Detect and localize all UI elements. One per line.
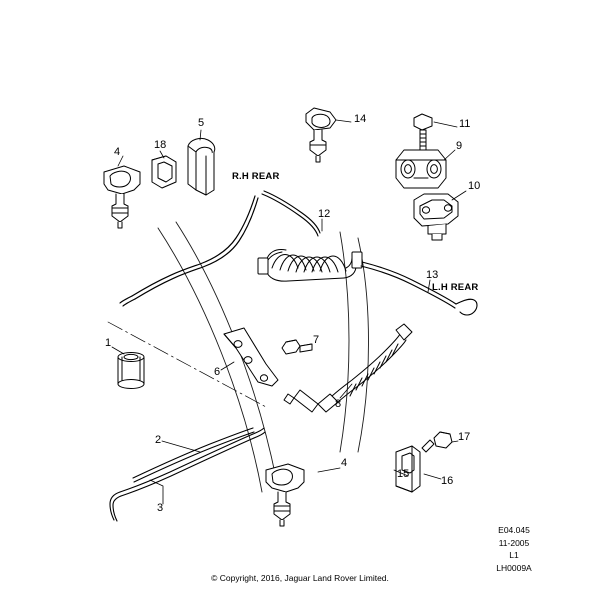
drawing-variant: L1 xyxy=(509,550,519,560)
callout-9: 9 xyxy=(456,140,463,152)
callout-10: 10 xyxy=(468,180,481,192)
callout-18: 18 xyxy=(154,139,167,151)
callout-2: 2 xyxy=(155,434,162,446)
callout-6: 6 xyxy=(214,366,221,378)
drawing-reference: LH0009A xyxy=(496,562,532,573)
callout-4-lower: 4 xyxy=(341,457,348,469)
callout-8: 8 xyxy=(335,398,342,410)
callout-15: 15 xyxy=(397,468,410,480)
section-label-lh-rear: L.H REAR xyxy=(432,282,479,293)
drawing-meta-block xyxy=(454,524,574,574)
callout-16: 16 xyxy=(441,475,454,487)
callout-4-upper: 4 xyxy=(114,146,121,158)
drawing-date: 11-2005 xyxy=(498,537,530,548)
callout-17: 17 xyxy=(458,431,471,443)
copyright-notice: © Copyright, 2016, Jaguar Land Rover Limited. xyxy=(211,573,389,583)
callout-7: 7 xyxy=(313,334,320,346)
callout-3: 3 xyxy=(157,502,164,514)
callout-13: 13 xyxy=(426,269,439,281)
callout-14: 14 xyxy=(354,113,367,125)
callout-11: 11 xyxy=(459,118,471,130)
callout-1: 1 xyxy=(105,337,112,349)
callout-12: 12 xyxy=(318,208,331,220)
callout-5: 5 xyxy=(198,117,205,129)
drawing-number: E04.045 xyxy=(498,525,530,535)
section-label-rh-rear: R.H REAR xyxy=(232,171,280,182)
